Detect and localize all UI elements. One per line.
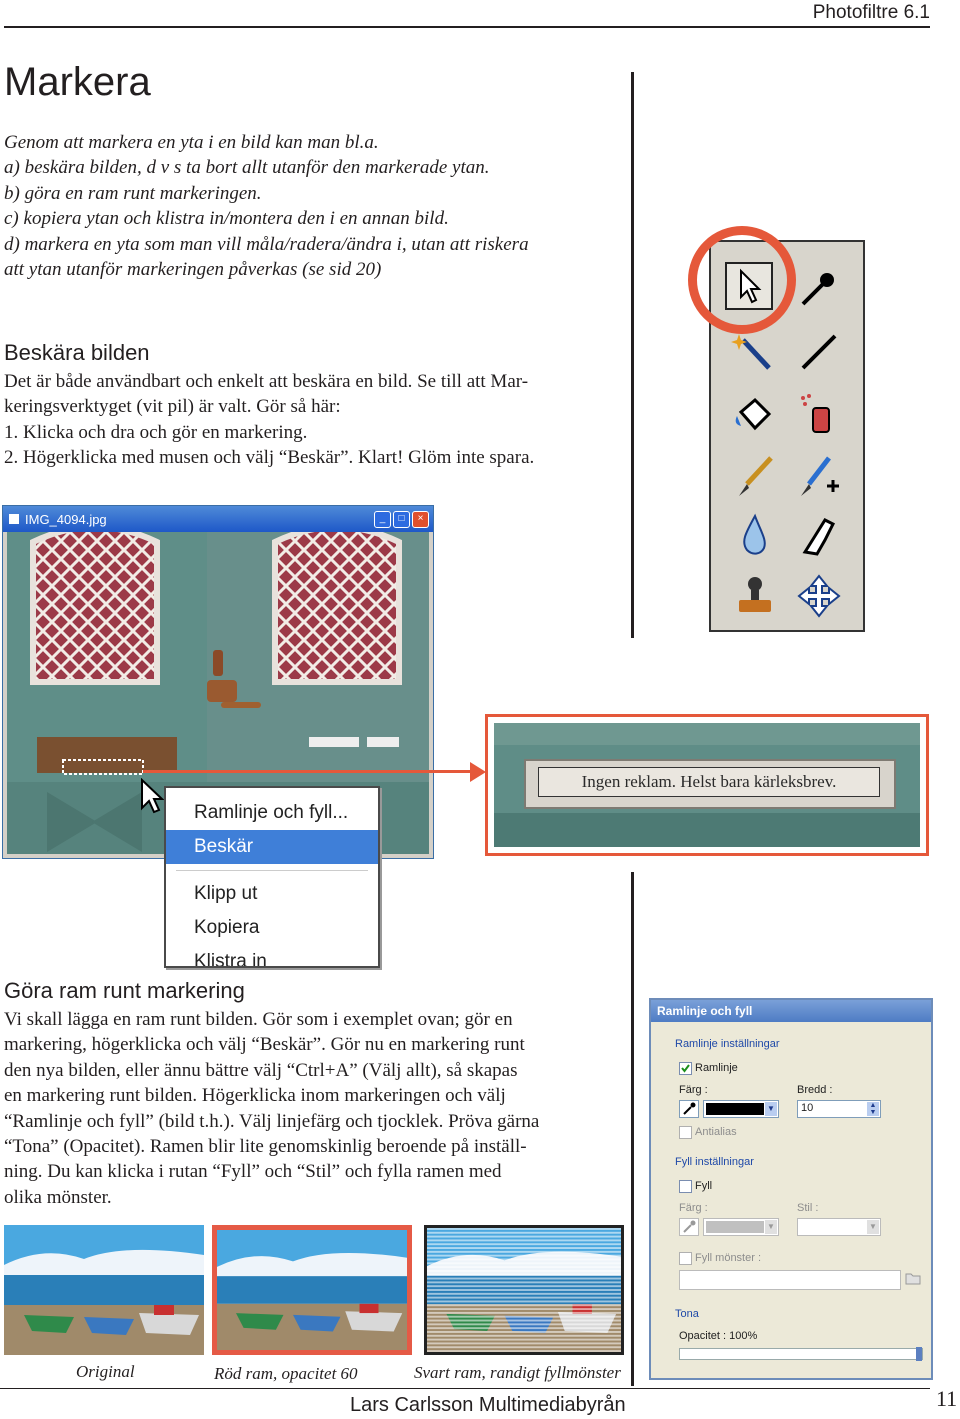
smudge-finger-icon[interactable] <box>795 512 843 560</box>
menu-item-crop[interactable]: Beskär <box>166 830 378 864</box>
intro-line: d) markera en yta som man vill måla/radera/ändra i, utan att riskera <box>4 233 529 255</box>
width-value: 10 <box>801 1102 814 1114</box>
style-select[interactable] <box>797 1218 881 1236</box>
photo-striped-frame <box>424 1225 624 1355</box>
column-divider <box>631 72 634 638</box>
header-divider <box>4 26 930 28</box>
folder-icon[interactable] <box>905 1270 921 1286</box>
page-title: Markera <box>4 60 151 104</box>
spin-arrows-icon[interactable]: ▲ ▼ <box>867 1102 879 1116</box>
minimize-button[interactable]: _ <box>374 511 391 528</box>
blur-drop-icon[interactable] <box>731 512 779 560</box>
boat-scene <box>427 1228 621 1352</box>
paint-bucket-icon[interactable] <box>731 390 779 438</box>
line-checkbox[interactable] <box>679 1062 692 1075</box>
frame-heading: Göra ram runt markering <box>4 978 245 1003</box>
dialog-title: Ramlinje och fyll <box>651 1000 931 1022</box>
frame-line: en markering runt bilden. Högerklicka inom markeringen och välj <box>4 1085 506 1107</box>
close-button[interactable]: × <box>412 511 429 528</box>
maximize-button[interactable]: □ <box>393 511 410 528</box>
fill-pattern-checkbox[interactable] <box>679 1252 692 1265</box>
chevron-down-icon: ▼ <box>765 1220 777 1234</box>
intro-line: Genom att markera en yta i en bild kan man bl.a. <box>4 132 379 153</box>
menu-separator <box>176 870 368 871</box>
fill-pattern-label: Fyll mönster : <box>695 1252 762 1264</box>
highlight-circle <box>688 226 796 334</box>
chevron-down-icon: ▼ <box>765 1102 777 1116</box>
intro-text <box>4 130 614 282</box>
menu-item-cut[interactable]: Klipp ut <box>194 883 258 904</box>
caption-original: Original <box>76 1362 135 1381</box>
column-divider <box>631 872 634 1386</box>
menu-item-frame-fill[interactable]: Ramlinje och fyll... <box>194 802 349 823</box>
menu-item-paste[interactable]: Klistra in <box>194 951 267 968</box>
frame-line: “Tona” (Opacitet). Ramen blir lite genomskinlig beroende på inställ- <box>4 1136 527 1158</box>
antialias-label: Antialias <box>695 1126 737 1138</box>
pipette-button[interactable] <box>679 1100 699 1118</box>
chevron-down-icon: ▼ <box>867 1220 879 1234</box>
width-stepper[interactable] <box>797 1100 881 1118</box>
style-label: Stil : <box>797 1202 819 1214</box>
fill-pattern-field[interactable] <box>679 1270 901 1290</box>
footer-rule <box>0 1388 930 1389</box>
caption-red-frame: Röd ram, opacitet 60 <box>214 1364 358 1383</box>
photo-original <box>4 1225 204 1355</box>
zoomed-crop <box>485 714 929 856</box>
intro-line: att ytan utanför markeringen påverkas (se sid 20) <box>4 259 382 281</box>
line-icon[interactable] <box>795 328 843 376</box>
sign-text: Ingen reklam. Helst bara kärleksbrev. <box>538 767 880 797</box>
intro-line: b) göra en ram runt markeringen. <box>4 182 262 204</box>
window-titlebar <box>3 506 433 532</box>
fill-color-swatch <box>706 1221 764 1233</box>
crop-heading: Beskära bilden <box>4 340 150 365</box>
window-title: IMG_4094.jpg <box>25 511 107 527</box>
crop-line: 1. Klicka och dra och gör en markering. <box>4 421 308 443</box>
context-menu <box>164 786 380 968</box>
line-color-select[interactable] <box>703 1100 779 1118</box>
antialias-checkbox[interactable] <box>679 1126 692 1139</box>
advanced-brush-icon[interactable] <box>795 452 843 500</box>
boat-scene <box>217 1230 407 1350</box>
crop-line: 2. Högerklicka med musen och välj “Beskär”. Klart! Glöm inte spara. <box>4 447 535 469</box>
photo-red-frame <box>212 1225 412 1355</box>
arrow-line <box>143 770 473 773</box>
menu-item-copy[interactable]: Kopiera <box>194 917 260 938</box>
frame-line: “Ramlinje och fyll” (bild t.h.). Välj linjefärg och tjocklek. Pröva gärna <box>4 1110 540 1132</box>
caption-striped-frame: Svart ram, randigt fyllmönster <box>414 1363 621 1382</box>
crop-line: Det är både användbart och enkelt att beskära en bild. Se till att Mar- <box>4 371 529 392</box>
line-settings-group: Ramlinje inställningar <box>675 1038 780 1050</box>
fill-settings-group: Fyll inställningar <box>675 1156 754 1168</box>
pipette-icon[interactable] <box>795 264 843 312</box>
window-icon <box>9 514 19 524</box>
brush-icon[interactable] <box>731 452 779 500</box>
tone-group: Tona <box>675 1308 699 1320</box>
line-checkbox-label: Ramlinje <box>695 1062 738 1074</box>
color-label: Färg : <box>679 1084 708 1096</box>
intro-line: a) beskära bilden, d v s ta bort allt utanför den markerade ytan. <box>4 157 490 179</box>
mouse-cursor-icon <box>140 778 164 819</box>
frame-line: Vi skall lägga en ram runt bilden. Gör som i exemplet ovan; gör en <box>4 1009 513 1030</box>
opacity-label: Opacitet : 100% <box>679 1330 758 1342</box>
frame-line: ning. Du kan klicka i rutan “Fyll” och “Stil” och fylla ramen med <box>4 1161 502 1183</box>
frame-line: olika mönster. <box>4 1186 112 1208</box>
move-icon[interactable] <box>795 572 843 620</box>
line-color-swatch <box>706 1103 764 1115</box>
stamp-icon[interactable] <box>731 572 779 620</box>
opacity-slider[interactable] <box>679 1348 923 1360</box>
crop-text <box>4 369 614 471</box>
zoomed-photo <box>494 723 920 847</box>
width-label: Bredd : <box>797 1084 833 1096</box>
fill-color-label: Färg : <box>679 1202 708 1214</box>
footer-author: Lars Carlsson Multimediabyrån <box>350 1394 626 1416</box>
opacity-slider-handle[interactable] <box>916 1347 922 1361</box>
frame-line: markering, högerklicka och välj “Beskär”. Gör nu en markering runt <box>4 1034 525 1056</box>
frame-fill-dialog <box>649 998 933 1380</box>
spray-icon[interactable] <box>795 390 843 438</box>
frame-text <box>4 1007 619 1210</box>
fill-color-select[interactable] <box>703 1218 779 1236</box>
arrow-head-icon <box>470 762 486 782</box>
fill-pipette-button[interactable] <box>679 1218 699 1236</box>
intro-line: c) kopiera ytan och klistra in/montera den i en annan bild. <box>4 208 449 230</box>
magic-wand-icon[interactable] <box>731 328 779 376</box>
fill-checkbox-label: Fyll <box>695 1180 713 1192</box>
page-number: 11 <box>936 1386 958 1411</box>
crop-line: keringsverktyget (vit pil) är valt. Gör så här: <box>4 396 341 418</box>
fill-checkbox[interactable] <box>679 1180 692 1193</box>
header-title: Photofiltre 6.1 <box>812 2 930 23</box>
frame-line: den nya bilden, eller ännu bättre välj “Ctrl+A” (Välj allt), så skapas <box>4 1059 518 1081</box>
boat-scene <box>4 1225 204 1355</box>
